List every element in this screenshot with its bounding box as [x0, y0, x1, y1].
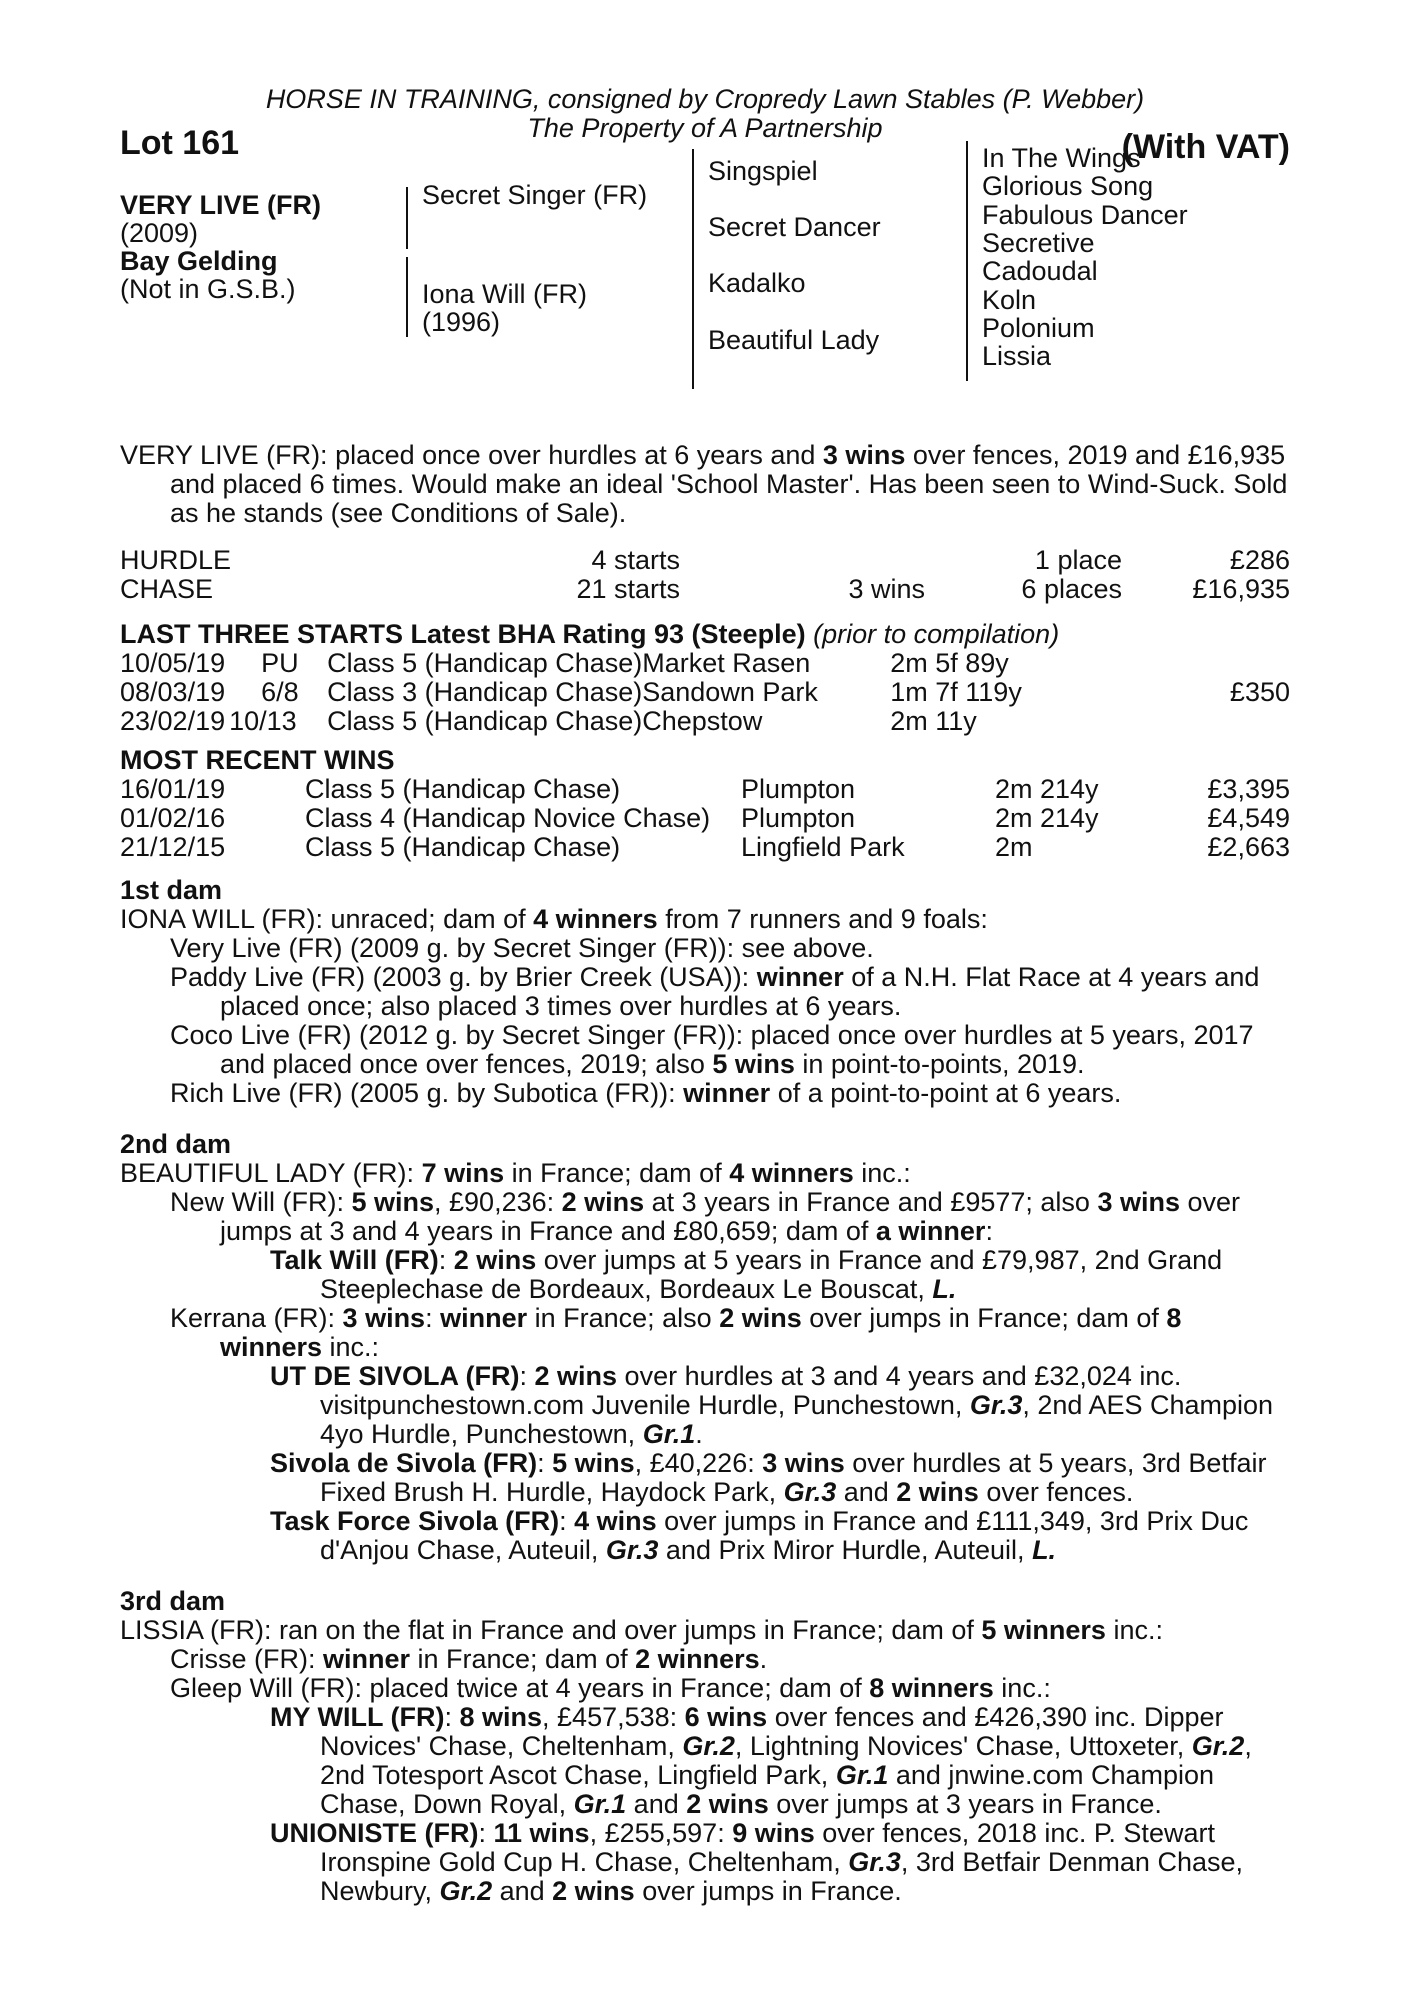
horse-summary: VERY LIVE (FR): placed once over hurdles at 6 years and 3 wins over fences, 2019 and £16,935 and placed 6 times. Would make an ideal 'School Master'. Has been seen to Wind-Suck. Sold as he stands (see Conditions of Sale).: [120, 440, 1288, 528]
produce-entry: UT DE SIVOLA (FR): 2 wins over hurdles at 3 and 4 years and £32,024 inc. visitpunchestown.com Juvenile Hurdle, Punchestown, Gr.3, 2nd AES Champion 4yo Hurdle, Punchestown, Gr.1.: [270, 1361, 1274, 1449]
pedigree-gen2: Beautiful Lady: [708, 325, 880, 355]
pedigree-gen3: Polonium: [982, 313, 1095, 343]
produce-entry: UNIONISTE (FR): 11 wins, £255,597: 9 wins over fences, 2018 inc. P. Stewart Ironspine Gold Cup H. Chase, Cheltenham, Gr.3, 3rd Betfair Denman Chase, Newbury, Gr.2 and 2 wins over jumps in France.: [270, 1818, 1243, 1906]
header: [120, 85, 1290, 143]
third-dam-intro: LISSIA (FR): ran on the flat in France and over jumps in France; dam of 5 winners inc.:: [120, 1615, 1163, 1645]
produce-entry: Task Force Sivola (FR): 4 wins over jumps in France and £111,349, 3rd Prix Duc d'Anjou Chase, Auteuil, Gr.3 and Prix Miror Hurdle, Auteuil, L.: [270, 1506, 1249, 1565]
horse-name: VERY LIVE (FR): [120, 190, 322, 220]
pedigree-divider-1b: [406, 257, 408, 337]
produce-entry: Rich Live (FR) (2005 g. by Subotica (FR)): winner of a point-to-point at 6 years.: [170, 1078, 1122, 1108]
third-dam-heading: 3rd dam: [120, 1586, 226, 1616]
win-row: 01/02/16 Class 4 (Handicap Novice Chase) Plumpton 2m 214y £4,549: [120, 803, 1290, 833]
sire: Secret Singer (FR): [422, 180, 648, 210]
horse-year: (2009): [120, 218, 199, 248]
last-three-heading: LAST THREE STARTS Latest BHA Rating 93 (Steeple) (prior to compilation): [120, 619, 1060, 649]
second-dam-heading: 2nd dam: [120, 1129, 232, 1159]
pedigree-divider-3: [966, 141, 968, 381]
horse-gsb: (Not in G.S.B.): [120, 274, 296, 304]
dam: Iona Will (FR): [422, 279, 588, 309]
start-row: 08/03/19 6/8 Class 3 (Handicap Chase) Sandown Park 1m 7f 119y £350: [120, 677, 1290, 707]
pedigree-gen3: Koln: [982, 285, 1037, 315]
produce-entry: Crisse (FR): winner in France; dam of 2 winners.: [170, 1644, 768, 1674]
horse-type: Bay Gelding: [120, 246, 278, 276]
pedigree-gen3: Glorious Song: [982, 171, 1154, 201]
start-row: 23/02/19 10/13 Class 5 (Handicap Chase) Chepstow 2m 11y: [120, 706, 977, 736]
start-row: 10/05/19 PU Class 5 (Handicap Chase) Market Rasen 2m 5f 89y: [120, 648, 1009, 678]
first-dam-heading: 1st dam: [120, 875, 223, 905]
produce-entry: New Will (FR): 5 wins, £90,236: 2 wins at 3 years in France and £9577; also 3 wins over jumps at 3 and 4 years in France and £80,659; dam of a winner:: [170, 1187, 1240, 1246]
produce-entry: Coco Live (FR) (2012 g. by Secret Singer (FR)): placed once over hurdles at 5 years, 2017 and placed once over fences, 2019; also 5 wins in point-to-points, 2019.: [170, 1020, 1254, 1079]
produce-entry: Talk Will (FR): 2 wins over jumps at 5 years in France and £79,987, 2nd Grand Steeplechase de Bordeaux, Bordeaux Le Bouscat, L.: [270, 1245, 1223, 1304]
pedigree-gen3: Secretive: [982, 228, 1095, 258]
pedigree-gen2: Secret Dancer: [708, 212, 881, 242]
vat-label: (With VAT): [1121, 128, 1290, 166]
produce-entry: Very Live (FR) (2009 g. by Secret Singer (FR)): see above.: [170, 933, 874, 963]
catalogue-page: [120, 85, 1290, 1906]
produce-entry: Sivola de Sivola (FR): 5 wins, £40,226: 3 wins over hurdles at 5 years, 3rd Betfair Fixed Brush H. Hurdle, Haydock Park, Gr.3 and 2 wins over fences.: [270, 1448, 1267, 1507]
produce-entry: Paddy Live (FR) (2003 g. by Brier Creek (USA)): winner of a N.H. Flat Race at 4 years and placed once; also placed 3 times over hurdles at 6 years.: [170, 962, 1260, 1021]
record-row: CHASE 21 starts 3 wins 6 places £16,935: [120, 574, 1290, 604]
produce-entry: Kerrana (FR): 3 wins: winner in France; also 2 wins over jumps in France; dam of 8 winners inc.:: [170, 1303, 1182, 1362]
recent-wins-table: [120, 775, 1290, 862]
pedigree-gen2: Kadalko: [708, 268, 806, 298]
win-row: 21/12/15 Class 5 (Handicap Chase) Lingfield Park 2m £2,663: [120, 832, 1290, 862]
property-line: The Property of A Partnership: [527, 113, 883, 143]
lot-number: Lot 161: [120, 124, 240, 162]
pedigree-divider-1a: [406, 187, 408, 249]
dam-year: (1996): [422, 307, 501, 337]
pedigree-gen3: In The Wings: [982, 143, 1141, 173]
last-three-table: [120, 649, 1290, 736]
pedigree-gen3: Fabulous Dancer: [982, 200, 1188, 230]
produce-entry: Gleep Will (FR): placed twice at 4 years in France; dam of 8 winners inc.:: [170, 1673, 1051, 1703]
second-dam-intro: BEAUTIFUL LADY (FR): 7 wins in France; dam of 4 winners inc.:: [120, 1158, 911, 1188]
produce-entry: MY WILL (FR): 8 wins, £457,538: 6 wins over fences and £426,390 inc. Dipper Novices' Chase, Cheltenham, Gr.2, Lightning Novices' Chase, Uttoxeter, Gr.2, 2nd Totesport Ascot Chase, Lingfield Park, Gr.1 and jnwine.com Champion Chase, Down Royal, Gr.1 and 2 wins over jumps at 3 years in France.: [270, 1702, 1252, 1819]
consignor-line: HORSE IN TRAINING, consigned by Cropredy Lawn Stables (P. Webber): [265, 84, 1145, 114]
win-row: 16/01/19 Class 5 (Handicap Chase) Plumpton 2m 214y £3,395: [120, 774, 1290, 804]
record-row: HURDLE 4 starts 1 place £286: [120, 545, 1290, 575]
race-record-table: [120, 546, 1290, 604]
pedigree-gen2: Singspiel: [708, 156, 818, 186]
pedigree-gen3: Lissia: [982, 341, 1052, 371]
pedigree-gen3: Cadoudal: [982, 256, 1098, 286]
recent-wins-heading: MOST RECENT WINS: [120, 745, 395, 775]
first-dam-intro: IONA WILL (FR): unraced; dam of 4 winners from 7 runners and 9 foals:: [120, 904, 988, 934]
pedigree-divider-2: [692, 149, 694, 389]
